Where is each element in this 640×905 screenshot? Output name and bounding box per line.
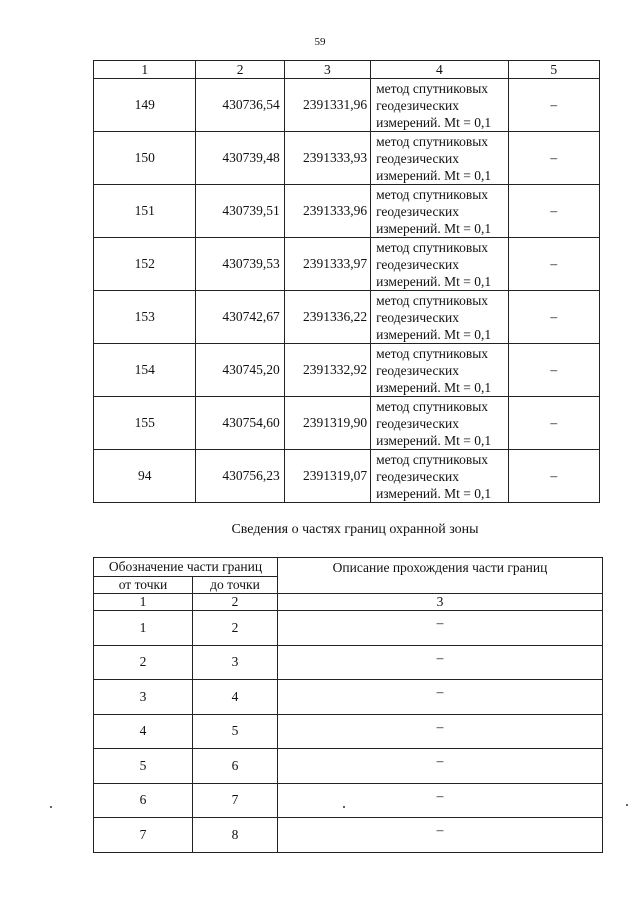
- method-line: геодезических: [376, 256, 460, 272]
- table-row: [94, 783, 603, 818]
- table-row: [94, 79, 600, 132]
- method-line: метод спутниковых: [376, 239, 489, 255]
- y-coordinate: 2391319,07: [284, 450, 370, 503]
- point-number: 154: [94, 344, 196, 397]
- column-header-3: 3: [284, 61, 370, 79]
- method-line: геодезических: [376, 203, 460, 219]
- boundary-part-designation-header: Обозначение части границ: [94, 558, 278, 577]
- method-line: метод спутниковых: [376, 398, 489, 414]
- method-line: метод спутниковых: [376, 451, 489, 467]
- column-header-4: 4: [371, 61, 509, 79]
- from-point: 4: [94, 714, 193, 749]
- point-number: 150: [94, 132, 196, 185]
- table-row: [94, 818, 603, 853]
- note-dash: –: [508, 450, 599, 503]
- method-line: метод спутниковых: [376, 80, 489, 96]
- method-line: геодезических: [376, 468, 460, 484]
- coordinates-table: [93, 60, 600, 503]
- method-line: измерений. Mt = 0,1: [376, 432, 492, 448]
- note-dash: –: [508, 132, 599, 185]
- x-coordinate: 430754,60: [196, 397, 284, 450]
- y-coordinate: 2391331,96: [284, 79, 370, 132]
- method-line: измерений. Mt = 0,1: [376, 220, 492, 236]
- column-header-5: 5: [508, 61, 599, 79]
- to-point: 6: [193, 749, 278, 784]
- x-coordinate: 430756,23: [196, 450, 284, 503]
- table-row: [94, 714, 603, 749]
- table-row: [94, 611, 603, 646]
- to-point-header: до точки: [193, 577, 278, 594]
- boundary-description: –: [278, 611, 603, 646]
- table-row: [94, 344, 600, 397]
- method-line: измерений. Mt = 0,1: [376, 114, 492, 130]
- y-coordinate: 2391333,97: [284, 238, 370, 291]
- y-coordinate: 2391333,93: [284, 132, 370, 185]
- to-point: 8: [193, 818, 278, 853]
- table-row: [94, 749, 603, 784]
- x-coordinate: 430739,48: [196, 132, 284, 185]
- method-line: геодезических: [376, 97, 460, 113]
- method-line: геодезических: [376, 415, 460, 431]
- boundary-description: –: [278, 749, 603, 784]
- point-number: 155: [94, 397, 196, 450]
- boundary-parts-table: [93, 557, 603, 853]
- x-coordinate: 430736,54: [196, 79, 284, 132]
- point-number: 153: [94, 291, 196, 344]
- method-line: метод спутниковых: [376, 186, 489, 202]
- table-row: [94, 680, 603, 715]
- boundary-description: –: [278, 818, 603, 853]
- y-coordinate: 2391332,92: [284, 344, 370, 397]
- method-line: измерений. Mt = 0,1: [376, 379, 492, 395]
- column-number-3: 3: [278, 594, 603, 611]
- method-line: геодезических: [376, 309, 460, 325]
- table-row: [94, 238, 600, 291]
- determination-method: [371, 238, 509, 291]
- to-point: 2: [193, 611, 278, 646]
- section-title: Сведения о частях границ охранной зоны: [231, 522, 479, 537]
- to-point: 4: [193, 680, 278, 715]
- x-coordinate: 430745,20: [196, 344, 284, 397]
- table-row: [94, 291, 600, 344]
- description-header: Описание прохождения части границ: [278, 558, 603, 594]
- x-coordinate: 430739,53: [196, 238, 284, 291]
- point-number: 152: [94, 238, 196, 291]
- note-dash: –: [508, 344, 599, 397]
- from-point: 1: [94, 611, 193, 646]
- boundary-description: –: [278, 680, 603, 715]
- method-line: измерений. Mt = 0,1: [376, 326, 492, 342]
- boundary-description: –: [278, 645, 603, 680]
- from-point: 7: [94, 818, 193, 853]
- determination-method: [371, 344, 509, 397]
- boundary-description: –: [278, 714, 603, 749]
- method-line: измерений. Mt = 0,1: [376, 273, 492, 289]
- to-point: 3: [193, 645, 278, 680]
- y-coordinate: 2391333,96: [284, 185, 370, 238]
- method-line: измерений. Mt = 0,1: [376, 167, 492, 183]
- y-coordinate: 2391336,22: [284, 291, 370, 344]
- from-point: 3: [94, 680, 193, 715]
- determination-method: [371, 450, 509, 503]
- page-number: 59: [314, 36, 326, 48]
- determination-method: [371, 397, 509, 450]
- scan-speck: [343, 806, 345, 808]
- from-point: 6: [94, 783, 193, 818]
- column-number-1: 1: [94, 594, 193, 611]
- note-dash: –: [508, 397, 599, 450]
- note-dash: –: [508, 185, 599, 238]
- determination-method: [371, 79, 509, 132]
- column-number-2: 2: [193, 594, 278, 611]
- determination-method: [371, 291, 509, 344]
- scan-speck: [626, 804, 628, 806]
- table-row: [94, 450, 600, 503]
- note-dash: –: [508, 238, 599, 291]
- x-coordinate: 430739,51: [196, 185, 284, 238]
- point-number: 149: [94, 79, 196, 132]
- to-point: 5: [193, 714, 278, 749]
- table-row: [94, 185, 600, 238]
- determination-method: [371, 132, 509, 185]
- method-line: метод спутниковых: [376, 345, 489, 361]
- parts-table-group-header-row: [94, 558, 603, 577]
- column-header-2: 2: [196, 61, 284, 79]
- method-line: геодезических: [376, 362, 460, 378]
- method-line: измерений. Mt = 0,1: [376, 485, 492, 501]
- determination-method: [371, 185, 509, 238]
- table-row: [94, 397, 600, 450]
- from-point: 2: [94, 645, 193, 680]
- column-header-1: 1: [94, 61, 196, 79]
- table-row: [94, 132, 600, 185]
- note-dash: –: [508, 291, 599, 344]
- boundary-description: –: [278, 783, 603, 818]
- x-coordinate: 430742,67: [196, 291, 284, 344]
- point-number: 94: [94, 450, 196, 503]
- from-point: 5: [94, 749, 193, 784]
- method-line: геодезических: [376, 150, 460, 166]
- table-row: [94, 645, 603, 680]
- method-line: метод спутниковых: [376, 133, 489, 149]
- scan-speck: [50, 806, 52, 808]
- y-coordinate: 2391319,90: [284, 397, 370, 450]
- coordinates-table-header: [94, 61, 600, 79]
- note-dash: –: [508, 79, 599, 132]
- method-line: метод спутниковых: [376, 292, 489, 308]
- parts-table-column-numbers: [94, 594, 603, 611]
- point-number: 151: [94, 185, 196, 238]
- from-point-header: от точки: [94, 577, 193, 594]
- to-point: 7: [193, 783, 278, 818]
